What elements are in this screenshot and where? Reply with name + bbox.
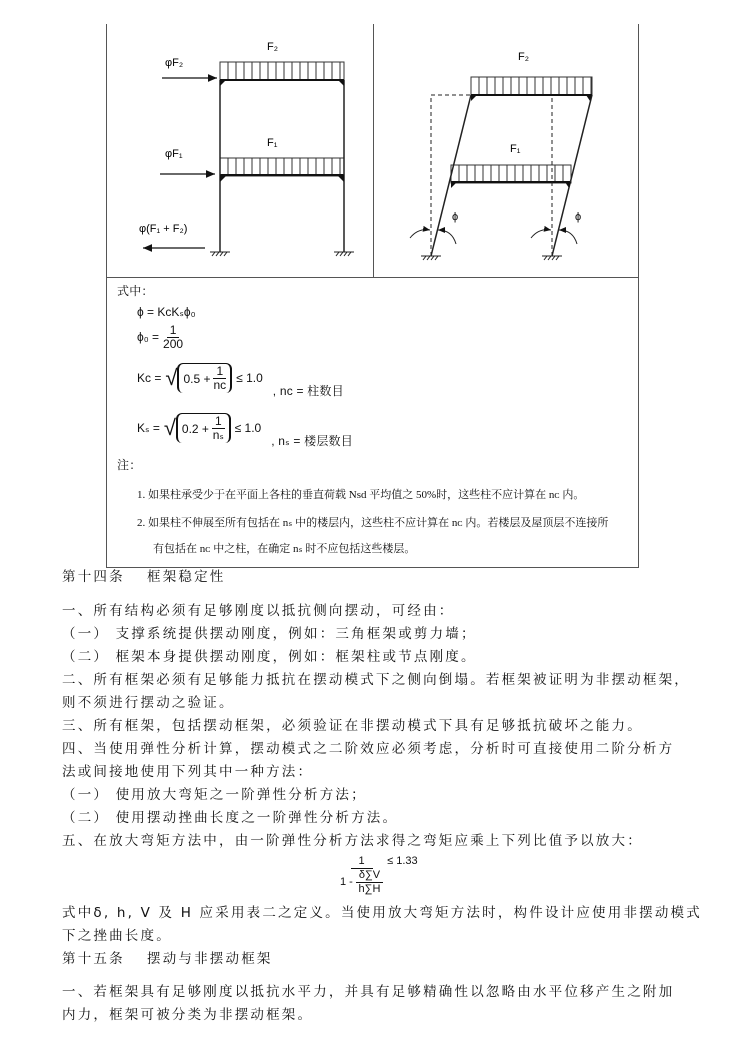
label-base-force: φ(F₁ + F₂) xyxy=(139,223,188,235)
note-label: 注： xyxy=(117,458,142,472)
note-2-line-1: 2. 如果柱不伸展至所有包括在 nₛ 中的楼层内，这些柱不应计算在 nᴄ 内。若楼层及屋顶层不连接所 xyxy=(137,517,609,529)
equation-kc xyxy=(137,358,344,398)
fraction-denominator: nᴄ xyxy=(213,378,227,392)
label-phi-right: ϕ xyxy=(575,211,582,223)
fraction-denominator: 200 xyxy=(163,336,184,351)
paragraph-5: 五、在放大弯矩方法中，由一阶弹性分析方法求得之弯矩应乘上下列比值予以放大： xyxy=(62,833,643,849)
fraction-numerator: 1 xyxy=(212,415,225,429)
swayed-column-left xyxy=(431,95,471,256)
note-2-line-2: 有包括在 nᴄ 中之柱，在确定 nₛ 时不应包括这些楼层。 xyxy=(153,543,416,555)
section-14-title: 第十四条 框架稳定性 xyxy=(62,569,226,585)
equation-phi: ϕ = KᴄKₛϕ₀ xyxy=(137,305,196,319)
distributed-load-top xyxy=(220,62,344,80)
eq-inner: 0.2 + xyxy=(181,421,209,436)
paragraph-3: 三、所有框架，包括摆动框架，必须验证在非摆动模式下具有足够抵抗破坏之能力。 xyxy=(62,718,643,734)
paragraph-6-line-2: 下之挫曲长度。 xyxy=(62,928,172,944)
formula-limit: ≤ 1.33 xyxy=(387,855,418,867)
load-ticks-bottom xyxy=(459,165,563,182)
sqrt-group xyxy=(164,410,231,446)
denominator-lead: 1 - xyxy=(340,876,353,888)
paragraph-2-line-2: 则不须进行摆动之验证。 xyxy=(62,695,235,711)
frame-loads-diagram xyxy=(107,24,375,278)
fraction-numerator: 1 xyxy=(167,324,180,338)
load-ticks-top xyxy=(228,62,340,80)
joint-icon xyxy=(220,175,227,182)
paragraph-4-line-2: 法或间接地使用下列其中一种方法： xyxy=(62,764,314,780)
sway-mode-diagram xyxy=(374,24,640,278)
paragraph-6-line-1: 式中δ, h, V 及 H 应采用表二之定义。当使用放大弯矩方法时，构件设计应使用非摆动模式 xyxy=(62,905,702,921)
eq-lhs: ϕ₀ = xyxy=(137,330,160,344)
label-f2: F₂ xyxy=(518,51,529,63)
eq-inner: 0.5 + xyxy=(183,371,211,386)
inner-denominator: h∑H xyxy=(358,883,381,895)
eq-lhs: Kₛ = xyxy=(137,421,160,435)
fraction-numerator: 1 xyxy=(213,365,226,379)
paragraph-7-line-2: 内力，框架可被分类为非摆动框架。 xyxy=(62,1007,314,1023)
label-f1: F₁ xyxy=(267,137,278,149)
eq-rhs: ≤ 1.0 xyxy=(234,421,262,435)
ns-definition: , nₛ = 楼层数目 xyxy=(271,434,353,448)
equation-ks xyxy=(137,408,353,448)
paragraph-4-item-1: （一） 使用放大弯矩之一阶弹性分析方法； xyxy=(62,787,367,803)
fraction-numerator: 1 xyxy=(351,855,373,869)
amplification-formula xyxy=(340,855,418,896)
label-f1: F₁ xyxy=(510,143,521,155)
figure-sway-mode xyxy=(373,24,639,278)
load-ticks-top xyxy=(479,77,591,95)
formula-definitions-box xyxy=(106,277,639,568)
paragraph-1-item-2: （二） 框架本身提供摆动刚度，例如：框架柱或节点刚度。 xyxy=(62,649,477,665)
distributed-load-top xyxy=(471,77,592,95)
note-1: 1. 如果柱承受少于在平面上各柱的垂直荷载 Nsd 平均值之 50%时，这些柱不应计算在 nᴄ 内。 xyxy=(137,489,585,501)
paragraph-7-line-1: 一、若框架具有足够刚度以抵抗水平力，并具有足够精确性以忽略由水平位移产生之附加 xyxy=(62,984,675,1000)
distributed-load-bottom xyxy=(451,165,571,183)
swayed-column-right xyxy=(552,95,592,256)
label-phi-f1: φF₁ xyxy=(165,148,183,160)
equation-phi0 xyxy=(137,323,183,351)
paragraph-4-item-2: （二） 使用摆动挫曲长度之一阶弹性分析方法。 xyxy=(62,810,399,826)
paragraph-1-item-1: （一） 支撑系统提供摆动刚度，例如：三角框架或剪力墙； xyxy=(62,626,477,642)
fixed-support-icon xyxy=(210,252,354,256)
eq-lhs: Kᴄ = xyxy=(137,371,162,385)
nc-definition: , nᴄ = 柱数目 xyxy=(272,384,344,398)
distributed-load-bottom xyxy=(220,158,344,176)
paragraph-2-line-1: 二、所有框架必须有足够能力抵抗在摆动模式下之侧向倒塌。若框架被证明为非摆动框架， xyxy=(62,672,690,688)
paragraph-4-line-1: 四、当使用弹性分析计算，摆动模式之二阶效应必须考虑，分析时可直接使用二阶分析方 xyxy=(62,741,675,757)
sqrt-icon: √ xyxy=(163,415,176,440)
fixed-support-icon xyxy=(421,256,562,260)
sqrt-group xyxy=(165,360,232,396)
eq-rhs: ≤ 1.0 xyxy=(236,371,263,385)
label-phi-f2: φF₂ xyxy=(165,57,184,69)
where-label: 式中： xyxy=(117,284,154,298)
inner-numerator: δ∑V xyxy=(356,869,383,883)
joint-icon xyxy=(451,182,457,188)
section-15-title: 第十五条 摆动与非摆动框架 xyxy=(62,951,273,967)
label-f2: F₂ xyxy=(267,41,278,53)
paragraph-1: 一、所有结构必须有足够刚度以抵抗侧向摆动，可经由： xyxy=(62,603,455,619)
figure-frame-loads xyxy=(106,24,374,278)
sqrt-icon: √ xyxy=(165,365,178,390)
load-ticks-bottom xyxy=(228,158,340,175)
label-phi-left: ϕ xyxy=(452,211,459,223)
fraction-denominator: nₛ xyxy=(212,428,224,442)
